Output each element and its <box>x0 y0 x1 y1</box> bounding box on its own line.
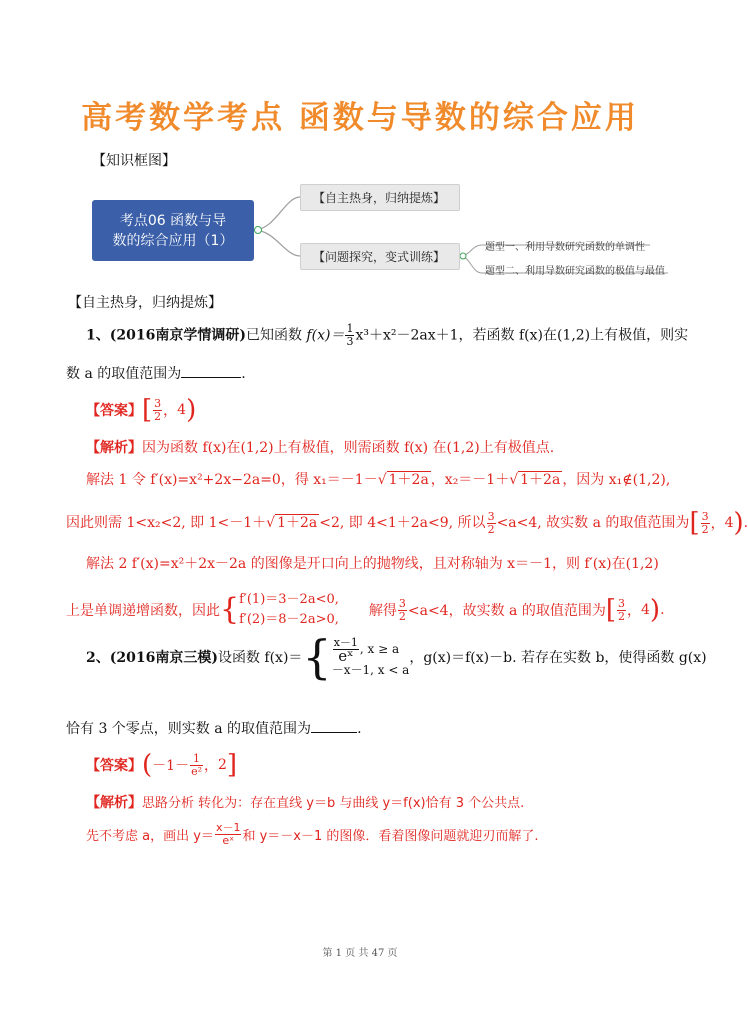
q2-answer-close-bracket: ] <box>226 750 238 780</box>
q1-answer <box>86 397 196 423</box>
q1-m1-answer-fraction: $\frac{3}{2}$ <box>701 509 709 536</box>
section-warmup-heading: 【自主热身，归纳提炼】 <box>68 295 222 311</box>
q1-analysis-text: 因为函数 f(x)在(1,2)上有极值，则需函数 f(x) 在(1,2)上有极值点. <box>142 440 555 456</box>
q2-piecewise: $\frac{x-1}{\text{eˣ}}$ , x ≥ a －x－1, x < a <box>331 635 410 677</box>
sqrt-1: 1＋2a <box>388 472 429 488</box>
q1-m1-fraction: $\frac{3}{2}$ <box>487 509 495 536</box>
q1-text: 已知函数 <box>245 327 307 344</box>
q1-answer-label: 【答案】 <box>86 403 142 419</box>
q1-answer-blank <box>181 365 241 378</box>
q2-text: 设函数 f(x)＝ <box>217 650 303 666</box>
q1-fraction: $\frac{1}{3}$ <box>346 322 354 348</box>
sqrt-3: 1＋2a <box>277 515 318 531</box>
q1-method2-line2: 上是单调递增函数，因此{ f′(1)＝3－2a<0, f′(2)＝8－2a>0, 解得 $\frac{3}{2}$ <a<4，故实数 a 的取值范围为[ $\frac{3}{2}$ ，4). <box>66 590 665 630</box>
q1-method1-line1: 解法 1 令 f′(x)=x²+2x−2a=0，得 x₁＝－1－√ 1＋2a ，x₂＝－1＋√ 1＋2a ，因为 x₁∉(1,2), <box>86 472 671 488</box>
q2-number: 2、 <box>86 650 110 666</box>
q1-line2 <box>66 363 246 383</box>
q2-source: (2016南京三模) <box>109 650 218 666</box>
q1-poly: x³＋x²－2ax＋1，若函数 f(x)在(1,2)上有极值，则实 <box>355 327 689 344</box>
q1-m2-fraction: $\frac{3}{2}$ <box>398 596 406 623</box>
sqrt-2: 1＋2a <box>520 472 561 488</box>
q2-last-fraction: $\frac{x-1}{\text{eˣ}}$ <box>215 821 241 847</box>
q1-line1 <box>86 323 688 348</box>
q1-answer-open-bracket: [ <box>142 395 153 425</box>
q1-line2-end: . <box>241 366 246 382</box>
q1-m2-close-paren: ) <box>649 595 661 625</box>
mindmap-branch-warmup: 【自主热身，归纳提炼】 <box>300 184 460 211</box>
q1-m2-open-bracket: [ <box>605 595 616 625</box>
q1-source: (2016南京学情调研) <box>109 327 246 344</box>
mindmap-leaf-extremum: 题型二、利用导数研究函数的极值与最值 <box>485 266 665 277</box>
page-footer: 第 1 页 共 47 页 <box>322 948 398 959</box>
q1-line2-text: 数 a 的取值范围为 <box>66 366 182 382</box>
q1-answer-upper: 4 <box>177 402 187 418</box>
mindmap-central-line1: 考点06 函数与导 <box>119 212 227 229</box>
section-knowledge-heading: 【知识框图】 <box>92 153 176 169</box>
q1-answer-comma: ， <box>163 403 178 419</box>
q1-analysis <box>86 437 554 457</box>
q2-analysis <box>86 792 524 812</box>
q1-fx: f(x)＝ <box>306 327 345 344</box>
q2-answer-fraction: $\frac{1}{\text{e²}}$ <box>191 751 202 778</box>
q2-answer: 【答案】(－1－ $\frac{1}{\text{e²}}$ ，2] <box>86 750 238 780</box>
q1-answer-fraction: $\frac{3}{2}$ <box>154 396 162 423</box>
q1-number: 1、 <box>86 327 110 344</box>
q2-answer-label: 【答案】 <box>86 758 142 774</box>
q2-last-line: 先不考虑 a，画出 y＝ $\frac{x-1}{\text{eˣ}}$ 和 y＝－x－1 的图像．看着图像问题就迎刃而解了. <box>86 821 539 847</box>
q2-answer-blank <box>311 720 357 733</box>
mindmap-central-line2: 数的综合应用（1） <box>112 232 234 249</box>
q2-answer-open-paren: ( <box>142 750 153 780</box>
page-title: 高考数学考点 函数与导数的综合应用 <box>81 100 639 136</box>
system-brace: { <box>220 592 240 627</box>
mindmap-branch-explore: 【问题探究，变式训练】 <box>300 243 460 270</box>
q2-line1: 2、(2016南京三模)设函数 f(x)＝{ $\frac{x-1}{\text{eˣ}}$ , x ≥ a －x－1, x < a ，g(x)＝f(x)－b. 若存在实数 b，使得函数 g(x) <box>86 630 707 684</box>
piecewise-brace: { <box>302 630 332 684</box>
q1-method2-line1: 解法 2 f′(x)=x²＋2x－2a 的图像是开口向上的抛物线，且对称轴为 x＝－1，则 f′(x)在(1,2) <box>86 556 659 572</box>
q1-answer-close-paren: ) <box>186 395 197 425</box>
mindmap-leaf-monotonic: 题型一、利用导数研究函数的单调性 <box>485 242 645 253</box>
q1-m2-answer-fraction: $\frac{3}{2}$ <box>618 596 625 623</box>
q1-m1-open-bracket: [ <box>689 508 700 538</box>
q2-analysis-text: 思路分析 转化为：存在直线 y＝b 与曲线 y＝f(x)恰有 3 个公共点. <box>142 796 525 811</box>
q1-analysis-label: 【解析】 <box>86 440 142 456</box>
q1-method1-line2: 因此则需 1<x₂<2, 即 1<－1＋√ 1＋2a <2, 即 4<1＋2a<9, 所以 $\frac{3}{2}$ <a<4, 故实数 a 的取值范围为[ $\frac{3}{2}$ ，4). <box>66 508 748 538</box>
q2-line2: 恰有 3 个零点，则实数 a 的取值范围为 . <box>66 721 362 737</box>
q1-m1-close-paren: ) <box>733 508 744 538</box>
q2-analysis-label: 【解析】 <box>86 795 142 811</box>
q1-system: f′(1)＝3－2a<0, f′(2)＝8－2a>0, <box>239 592 339 627</box>
mindmap-central-node <box>92 200 254 261</box>
